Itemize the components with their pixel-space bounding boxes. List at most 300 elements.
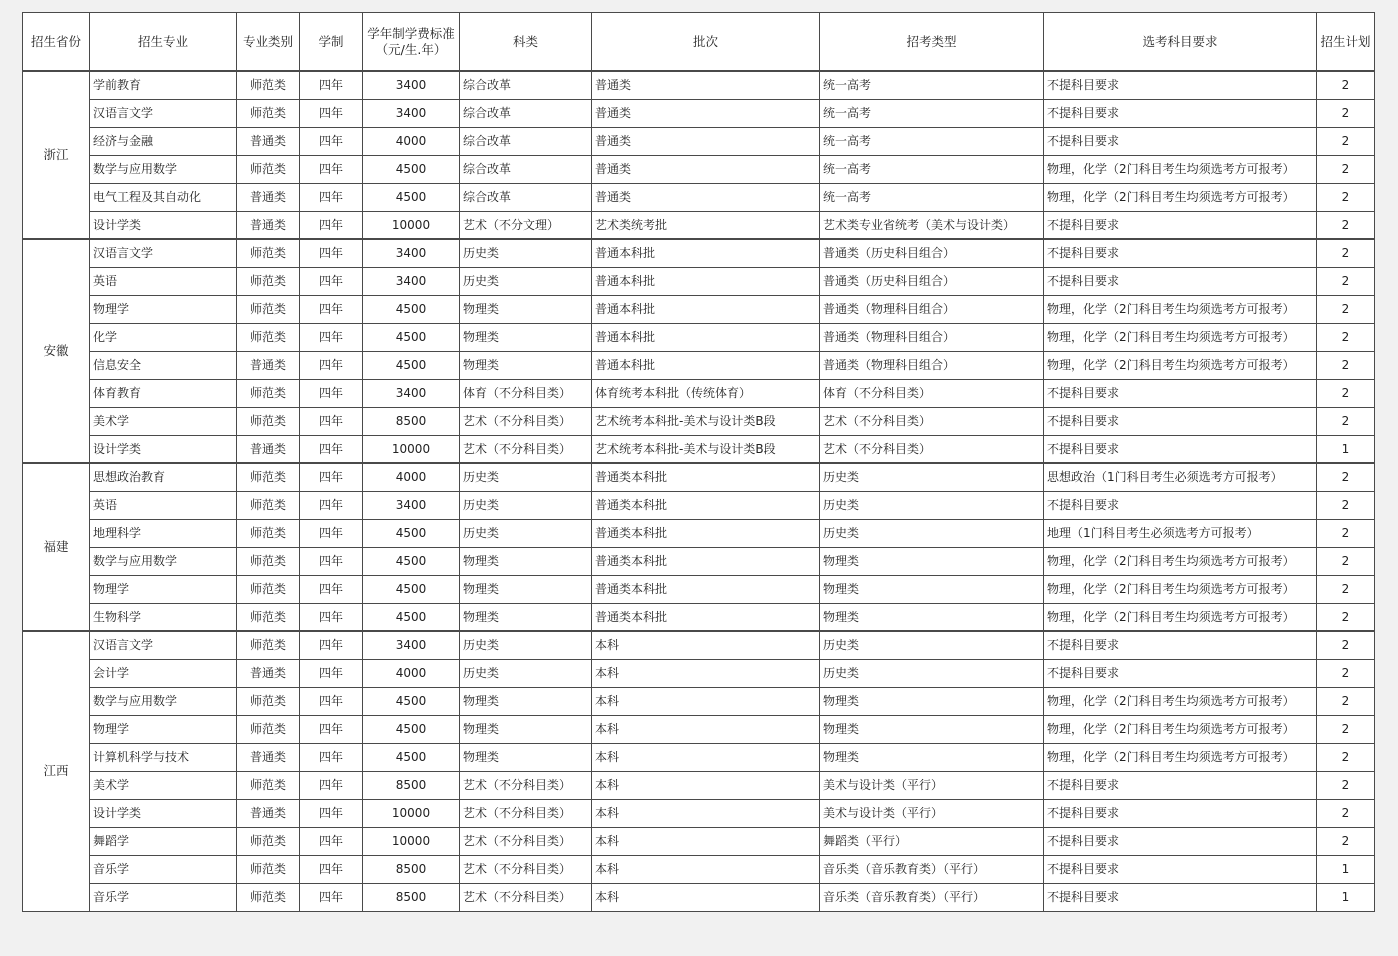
cell-batch: 普通类 bbox=[592, 99, 820, 127]
cell-tuition: 4500 bbox=[363, 743, 460, 771]
cell-plan: 1 bbox=[1317, 883, 1375, 911]
cell-category: 普通类 bbox=[237, 799, 300, 827]
cell-exam-type: 美术与设计类（平行） bbox=[820, 771, 1044, 799]
cell-plan: 2 bbox=[1317, 351, 1375, 379]
table-row bbox=[23, 631, 1375, 659]
cell-subject: 物理类 bbox=[460, 323, 592, 351]
cell-tuition: 4000 bbox=[363, 659, 460, 687]
table-row bbox=[23, 99, 1375, 127]
cell-subject: 艺术（不分科目类） bbox=[460, 799, 592, 827]
cell-tuition: 4500 bbox=[363, 715, 460, 743]
cell-subject: 历史类 bbox=[460, 631, 592, 659]
cell-duration: 四年 bbox=[300, 659, 363, 687]
table-row bbox=[23, 351, 1375, 379]
cell-exam-type: 普通类（物理科目组合） bbox=[820, 323, 1044, 351]
table-row bbox=[23, 155, 1375, 183]
cell-category: 普通类 bbox=[237, 351, 300, 379]
cell-tuition: 3400 bbox=[363, 267, 460, 295]
cell-exam-type: 历史类 bbox=[820, 659, 1044, 687]
cell-plan: 2 bbox=[1317, 463, 1375, 491]
cell-plan: 2 bbox=[1317, 575, 1375, 603]
header-category: 专业类别 bbox=[237, 13, 300, 72]
cell-major: 音乐学 bbox=[90, 855, 237, 883]
cell-plan: 2 bbox=[1317, 99, 1375, 127]
cell-category: 师范类 bbox=[237, 491, 300, 519]
cell-batch: 普通本科批 bbox=[592, 295, 820, 323]
cell-batch: 本科 bbox=[592, 743, 820, 771]
cell-major: 化学 bbox=[90, 323, 237, 351]
cell-subject: 物理类 bbox=[460, 351, 592, 379]
cell-batch: 本科 bbox=[592, 771, 820, 799]
cell-exam-type: 普通类（历史科目组合） bbox=[820, 239, 1044, 267]
cell-requirement: 物理，化学（2门科目考生均须选考方可报考） bbox=[1044, 183, 1317, 211]
cell-requirement: 物理，化学（2门科目考生均须选考方可报考） bbox=[1044, 351, 1317, 379]
cell-tuition: 8500 bbox=[363, 771, 460, 799]
cell-requirement: 不提科目要求 bbox=[1044, 631, 1317, 659]
cell-tuition: 4500 bbox=[363, 155, 460, 183]
cell-tuition: 3400 bbox=[363, 491, 460, 519]
cell-batch: 普通本科批 bbox=[592, 239, 820, 267]
cell-plan: 2 bbox=[1317, 239, 1375, 267]
cell-batch: 本科 bbox=[592, 883, 820, 911]
cell-duration: 四年 bbox=[300, 267, 363, 295]
cell-category: 师范类 bbox=[237, 463, 300, 491]
cell-requirement: 不提科目要求 bbox=[1044, 211, 1317, 239]
header-duration: 学制 bbox=[300, 13, 363, 72]
cell-batch: 普通类本科批 bbox=[592, 547, 820, 575]
cell-tuition: 4500 bbox=[363, 295, 460, 323]
cell-subject: 物理类 bbox=[460, 743, 592, 771]
cell-subject: 艺术（不分文理） bbox=[460, 211, 592, 239]
cell-requirement: 不提科目要求 bbox=[1044, 239, 1317, 267]
cell-duration: 四年 bbox=[300, 631, 363, 659]
cell-category: 师范类 bbox=[237, 575, 300, 603]
cell-tuition: 4500 bbox=[363, 603, 460, 631]
cell-plan: 2 bbox=[1317, 687, 1375, 715]
cell-duration: 四年 bbox=[300, 715, 363, 743]
cell-plan: 2 bbox=[1317, 715, 1375, 743]
cell-subject: 艺术（不分科目类） bbox=[460, 435, 592, 463]
cell-subject: 物理类 bbox=[460, 687, 592, 715]
cell-plan: 2 bbox=[1317, 827, 1375, 855]
cell-exam-type: 音乐类（音乐教育类）（平行） bbox=[820, 855, 1044, 883]
table-row bbox=[23, 827, 1375, 855]
header-subject: 科类 bbox=[460, 13, 592, 72]
cell-requirement: 思想政治（1门科目考生必须选考方可报考） bbox=[1044, 463, 1317, 491]
cell-exam-type: 历史类 bbox=[820, 463, 1044, 491]
cell-exam-type: 物理类 bbox=[820, 743, 1044, 771]
table-row bbox=[23, 183, 1375, 211]
cell-tuition: 4000 bbox=[363, 127, 460, 155]
cell-subject: 综合改革 bbox=[460, 71, 592, 99]
cell-major: 物理学 bbox=[90, 295, 237, 323]
cell-exam-type: 统一高考 bbox=[820, 155, 1044, 183]
cell-tuition: 10000 bbox=[363, 827, 460, 855]
cell-requirement: 不提科目要求 bbox=[1044, 435, 1317, 463]
cell-batch: 普通本科批 bbox=[592, 267, 820, 295]
cell-category: 师范类 bbox=[237, 295, 300, 323]
cell-exam-type: 艺术（不分科目类） bbox=[820, 435, 1044, 463]
header-exam-type: 招考类型 bbox=[820, 13, 1044, 72]
cell-subject: 物理类 bbox=[460, 295, 592, 323]
cell-batch: 本科 bbox=[592, 659, 820, 687]
cell-subject: 历史类 bbox=[460, 267, 592, 295]
cell-category: 师范类 bbox=[237, 771, 300, 799]
cell-exam-type: 普通类（历史科目组合） bbox=[820, 267, 1044, 295]
cell-plan: 2 bbox=[1317, 547, 1375, 575]
cell-exam-type: 物理类 bbox=[820, 575, 1044, 603]
cell-tuition: 4500 bbox=[363, 183, 460, 211]
cell-category: 师范类 bbox=[237, 267, 300, 295]
cell-major: 会计学 bbox=[90, 659, 237, 687]
header-major: 招生专业 bbox=[90, 13, 237, 72]
cell-category: 师范类 bbox=[237, 155, 300, 183]
cell-tuition: 10000 bbox=[363, 799, 460, 827]
cell-requirement: 不提科目要求 bbox=[1044, 883, 1317, 911]
cell-major: 设计学类 bbox=[90, 211, 237, 239]
cell-subject: 物理类 bbox=[460, 575, 592, 603]
cell-plan: 2 bbox=[1317, 379, 1375, 407]
cell-exam-type: 统一高考 bbox=[820, 71, 1044, 99]
cell-subject: 历史类 bbox=[460, 659, 592, 687]
table-row bbox=[23, 127, 1375, 155]
cell-plan: 2 bbox=[1317, 127, 1375, 155]
cell-major: 思想政治教育 bbox=[90, 463, 237, 491]
cell-major: 设计学类 bbox=[90, 435, 237, 463]
table-row bbox=[23, 575, 1375, 603]
cell-requirement: 不提科目要求 bbox=[1044, 799, 1317, 827]
cell-subject: 物理类 bbox=[460, 603, 592, 631]
cell-major: 物理学 bbox=[90, 575, 237, 603]
cell-category: 师范类 bbox=[237, 687, 300, 715]
cell-major: 汉语言文学 bbox=[90, 239, 237, 267]
cell-category: 师范类 bbox=[237, 715, 300, 743]
cell-requirement: 不提科目要求 bbox=[1044, 379, 1317, 407]
cell-category: 师范类 bbox=[237, 603, 300, 631]
table-row bbox=[23, 743, 1375, 771]
table-row bbox=[23, 687, 1375, 715]
cell-plan: 1 bbox=[1317, 435, 1375, 463]
cell-batch: 本科 bbox=[592, 631, 820, 659]
cell-batch: 普通类 bbox=[592, 71, 820, 99]
cell-major: 美术学 bbox=[90, 407, 237, 435]
cell-tuition: 8500 bbox=[363, 883, 460, 911]
cell-subject: 历史类 bbox=[460, 463, 592, 491]
cell-exam-type: 普通类（物理科目组合） bbox=[820, 351, 1044, 379]
table-row bbox=[23, 883, 1375, 911]
cell-major: 汉语言文学 bbox=[90, 99, 237, 127]
cell-requirement: 物理，化学（2门科目考生均须选考方可报考） bbox=[1044, 603, 1317, 631]
cell-requirement: 不提科目要求 bbox=[1044, 127, 1317, 155]
cell-exam-type: 统一高考 bbox=[820, 183, 1044, 211]
cell-major: 英语 bbox=[90, 267, 237, 295]
cell-tuition: 3400 bbox=[363, 71, 460, 99]
cell-exam-type: 物理类 bbox=[820, 547, 1044, 575]
cell-duration: 四年 bbox=[300, 827, 363, 855]
cell-duration: 四年 bbox=[300, 71, 363, 99]
cell-duration: 四年 bbox=[300, 127, 363, 155]
cell-category: 师范类 bbox=[237, 519, 300, 547]
cell-category: 普通类 bbox=[237, 435, 300, 463]
cell-batch: 本科 bbox=[592, 799, 820, 827]
cell-duration: 四年 bbox=[300, 547, 363, 575]
cell-tuition: 3400 bbox=[363, 99, 460, 127]
cell-plan: 2 bbox=[1317, 603, 1375, 631]
cell-batch: 艺术统考本科批-美术与设计类B段 bbox=[592, 435, 820, 463]
cell-plan: 2 bbox=[1317, 519, 1375, 547]
cell-category: 普通类 bbox=[237, 211, 300, 239]
cell-plan: 2 bbox=[1317, 799, 1375, 827]
cell-exam-type: 历史类 bbox=[820, 631, 1044, 659]
cell-major: 物理学 bbox=[90, 715, 237, 743]
cell-duration: 四年 bbox=[300, 687, 363, 715]
cell-category: 师范类 bbox=[237, 71, 300, 99]
table-row bbox=[23, 519, 1375, 547]
cell-plan: 2 bbox=[1317, 771, 1375, 799]
cell-plan: 2 bbox=[1317, 491, 1375, 519]
table-row bbox=[23, 435, 1375, 463]
cell-major: 汉语言文学 bbox=[90, 631, 237, 659]
cell-subject: 艺术（不分科目类） bbox=[460, 883, 592, 911]
cell-exam-type: 音乐类（音乐教育类）（平行） bbox=[820, 883, 1044, 911]
cell-batch: 普通本科批 bbox=[592, 351, 820, 379]
table-body bbox=[23, 71, 1375, 911]
cell-exam-type: 历史类 bbox=[820, 491, 1044, 519]
enrollment-plan-sheet bbox=[22, 12, 1375, 912]
cell-duration: 四年 bbox=[300, 155, 363, 183]
cell-tuition: 8500 bbox=[363, 407, 460, 435]
cell-batch: 普通类本科批 bbox=[592, 603, 820, 631]
cell-batch: 体育统考本科批（传统体育） bbox=[592, 379, 820, 407]
cell-major: 信息安全 bbox=[90, 351, 237, 379]
cell-plan: 2 bbox=[1317, 155, 1375, 183]
cell-duration: 四年 bbox=[300, 463, 363, 491]
cell-subject: 艺术（不分科目类） bbox=[460, 827, 592, 855]
cell-category: 师范类 bbox=[237, 323, 300, 351]
cell-batch: 普通类 bbox=[592, 155, 820, 183]
cell-batch: 本科 bbox=[592, 855, 820, 883]
cell-major: 体育教育 bbox=[90, 379, 237, 407]
cell-plan: 2 bbox=[1317, 323, 1375, 351]
cell-category: 普通类 bbox=[237, 743, 300, 771]
cell-category: 普通类 bbox=[237, 127, 300, 155]
cell-requirement: 物理，化学（2门科目考生均须选考方可报考） bbox=[1044, 687, 1317, 715]
cell-batch: 普通类本科批 bbox=[592, 463, 820, 491]
cell-tuition: 3400 bbox=[363, 379, 460, 407]
cell-requirement: 不提科目要求 bbox=[1044, 659, 1317, 687]
table-row bbox=[23, 379, 1375, 407]
cell-duration: 四年 bbox=[300, 351, 363, 379]
table-row bbox=[23, 771, 1375, 799]
table-row bbox=[23, 491, 1375, 519]
cell-requirement: 不提科目要求 bbox=[1044, 99, 1317, 127]
table-row bbox=[23, 71, 1375, 99]
cell-major: 美术学 bbox=[90, 771, 237, 799]
cell-duration: 四年 bbox=[300, 99, 363, 127]
header-row bbox=[23, 13, 1375, 72]
cell-tuition: 4500 bbox=[363, 351, 460, 379]
cell-major: 计算机科学与技术 bbox=[90, 743, 237, 771]
cell-exam-type: 物理类 bbox=[820, 715, 1044, 743]
table-row bbox=[23, 295, 1375, 323]
cell-category: 师范类 bbox=[237, 547, 300, 575]
cell-duration: 四年 bbox=[300, 519, 363, 547]
cell-tuition: 4500 bbox=[363, 687, 460, 715]
cell-tuition: 10000 bbox=[363, 435, 460, 463]
cell-category: 师范类 bbox=[237, 407, 300, 435]
cell-duration: 四年 bbox=[300, 491, 363, 519]
cell-category: 师范类 bbox=[237, 631, 300, 659]
table-row bbox=[23, 799, 1375, 827]
table-row bbox=[23, 407, 1375, 435]
cell-major: 英语 bbox=[90, 491, 237, 519]
cell-tuition: 4500 bbox=[363, 519, 460, 547]
cell-batch: 本科 bbox=[592, 827, 820, 855]
cell-major: 电气工程及其自动化 bbox=[90, 183, 237, 211]
cell-duration: 四年 bbox=[300, 575, 363, 603]
cell-exam-type: 统一高考 bbox=[820, 99, 1044, 127]
cell-category: 师范类 bbox=[237, 99, 300, 127]
cell-requirement: 不提科目要求 bbox=[1044, 267, 1317, 295]
header-requirement: 选考科目要求 bbox=[1044, 13, 1317, 72]
cell-duration: 四年 bbox=[300, 435, 363, 463]
cell-exam-type: 历史类 bbox=[820, 519, 1044, 547]
cell-batch: 普通类本科批 bbox=[592, 491, 820, 519]
cell-subject: 历史类 bbox=[460, 239, 592, 267]
cell-exam-type: 物理类 bbox=[820, 603, 1044, 631]
cell-exam-type: 艺术（不分科目类） bbox=[820, 407, 1044, 435]
cell-subject: 艺术（不分科目类） bbox=[460, 855, 592, 883]
cell-duration: 四年 bbox=[300, 239, 363, 267]
cell-plan: 2 bbox=[1317, 295, 1375, 323]
cell-major: 经济与金融 bbox=[90, 127, 237, 155]
cell-exam-type: 体育（不分科目类） bbox=[820, 379, 1044, 407]
cell-subject: 艺术（不分科目类） bbox=[460, 771, 592, 799]
cell-major: 地理科学 bbox=[90, 519, 237, 547]
cell-tuition: 4500 bbox=[363, 547, 460, 575]
cell-plan: 2 bbox=[1317, 71, 1375, 99]
cell-duration: 四年 bbox=[300, 183, 363, 211]
table-row bbox=[23, 547, 1375, 575]
table-row bbox=[23, 211, 1375, 239]
cell-exam-type: 舞蹈类（平行） bbox=[820, 827, 1044, 855]
cell-category: 师范类 bbox=[237, 855, 300, 883]
cell-duration: 四年 bbox=[300, 771, 363, 799]
cell-major: 数学与应用数学 bbox=[90, 687, 237, 715]
cell-major: 学前教育 bbox=[90, 71, 237, 99]
cell-requirement: 不提科目要求 bbox=[1044, 855, 1317, 883]
cell-province: 安徽 bbox=[23, 239, 90, 463]
cell-batch: 本科 bbox=[592, 687, 820, 715]
cell-duration: 四年 bbox=[300, 883, 363, 911]
cell-duration: 四年 bbox=[300, 743, 363, 771]
cell-duration: 四年 bbox=[300, 295, 363, 323]
cell-requirement: 地理（1门科目考生必须选考方可报考） bbox=[1044, 519, 1317, 547]
table-row bbox=[23, 659, 1375, 687]
cell-subject: 历史类 bbox=[460, 491, 592, 519]
cell-requirement: 物理，化学（2门科目考生均须选考方可报考） bbox=[1044, 155, 1317, 183]
cell-requirement: 不提科目要求 bbox=[1044, 771, 1317, 799]
cell-requirement: 物理，化学（2门科目考生均须选考方可报考） bbox=[1044, 743, 1317, 771]
cell-subject: 体育（不分科目类） bbox=[460, 379, 592, 407]
cell-category: 普通类 bbox=[237, 183, 300, 211]
table-row bbox=[23, 855, 1375, 883]
cell-exam-type: 统一高考 bbox=[820, 127, 1044, 155]
header-plan: 招生计划 bbox=[1317, 13, 1375, 72]
cell-batch: 普通类本科批 bbox=[592, 519, 820, 547]
cell-plan: 1 bbox=[1317, 855, 1375, 883]
cell-major: 音乐学 bbox=[90, 883, 237, 911]
cell-category: 师范类 bbox=[237, 379, 300, 407]
cell-exam-type: 物理类 bbox=[820, 687, 1044, 715]
table-row bbox=[23, 715, 1375, 743]
enrollment-plan-table bbox=[22, 12, 1375, 912]
cell-province: 江西 bbox=[23, 631, 90, 911]
cell-subject: 综合改革 bbox=[460, 183, 592, 211]
table-row bbox=[23, 323, 1375, 351]
cell-requirement: 不提科目要求 bbox=[1044, 827, 1317, 855]
cell-batch: 艺术统考本科批-美术与设计类B段 bbox=[592, 407, 820, 435]
cell-province: 浙江 bbox=[23, 71, 90, 239]
cell-plan: 2 bbox=[1317, 659, 1375, 687]
table-row bbox=[23, 603, 1375, 631]
cell-plan: 2 bbox=[1317, 183, 1375, 211]
cell-batch: 普通类 bbox=[592, 183, 820, 211]
cell-tuition: 10000 bbox=[363, 211, 460, 239]
cell-duration: 四年 bbox=[300, 323, 363, 351]
cell-plan: 2 bbox=[1317, 211, 1375, 239]
cell-batch: 普通类 bbox=[592, 127, 820, 155]
table-row bbox=[23, 267, 1375, 295]
cell-category: 普通类 bbox=[237, 659, 300, 687]
cell-tuition: 4000 bbox=[363, 463, 460, 491]
cell-tuition: 4500 bbox=[363, 575, 460, 603]
table-row bbox=[23, 463, 1375, 491]
cell-exam-type: 美术与设计类（平行） bbox=[820, 799, 1044, 827]
cell-requirement: 不提科目要求 bbox=[1044, 407, 1317, 435]
cell-duration: 四年 bbox=[300, 603, 363, 631]
cell-subject: 综合改革 bbox=[460, 127, 592, 155]
cell-duration: 四年 bbox=[300, 407, 363, 435]
cell-major: 生物科学 bbox=[90, 603, 237, 631]
cell-duration: 四年 bbox=[300, 379, 363, 407]
table-row bbox=[23, 239, 1375, 267]
cell-category: 师范类 bbox=[237, 239, 300, 267]
cell-requirement: 物理，化学（2门科目考生均须选考方可报考） bbox=[1044, 715, 1317, 743]
cell-requirement: 物理，化学（2门科目考生均须选考方可报考） bbox=[1044, 547, 1317, 575]
cell-requirement: 物理，化学（2门科目考生均须选考方可报考） bbox=[1044, 323, 1317, 351]
cell-category: 师范类 bbox=[237, 883, 300, 911]
cell-plan: 2 bbox=[1317, 631, 1375, 659]
cell-duration: 四年 bbox=[300, 855, 363, 883]
cell-duration: 四年 bbox=[300, 799, 363, 827]
cell-exam-type: 普通类（物理科目组合） bbox=[820, 295, 1044, 323]
header-tuition: 学年制学费标准（元/生.年） bbox=[363, 13, 460, 72]
cell-exam-type: 艺术类专业省统考（美术与设计类） bbox=[820, 211, 1044, 239]
cell-plan: 2 bbox=[1317, 267, 1375, 295]
cell-batch: 普通类本科批 bbox=[592, 575, 820, 603]
cell-tuition: 3400 bbox=[363, 631, 460, 659]
cell-plan: 2 bbox=[1317, 743, 1375, 771]
cell-subject: 综合改革 bbox=[460, 99, 592, 127]
header-batch: 批次 bbox=[592, 13, 820, 72]
cell-tuition: 8500 bbox=[363, 855, 460, 883]
cell-batch: 本科 bbox=[592, 715, 820, 743]
cell-subject: 物理类 bbox=[460, 547, 592, 575]
cell-tuition: 4500 bbox=[363, 323, 460, 351]
cell-batch: 艺术类统考批 bbox=[592, 211, 820, 239]
cell-requirement: 物理，化学（2门科目考生均须选考方可报考） bbox=[1044, 575, 1317, 603]
